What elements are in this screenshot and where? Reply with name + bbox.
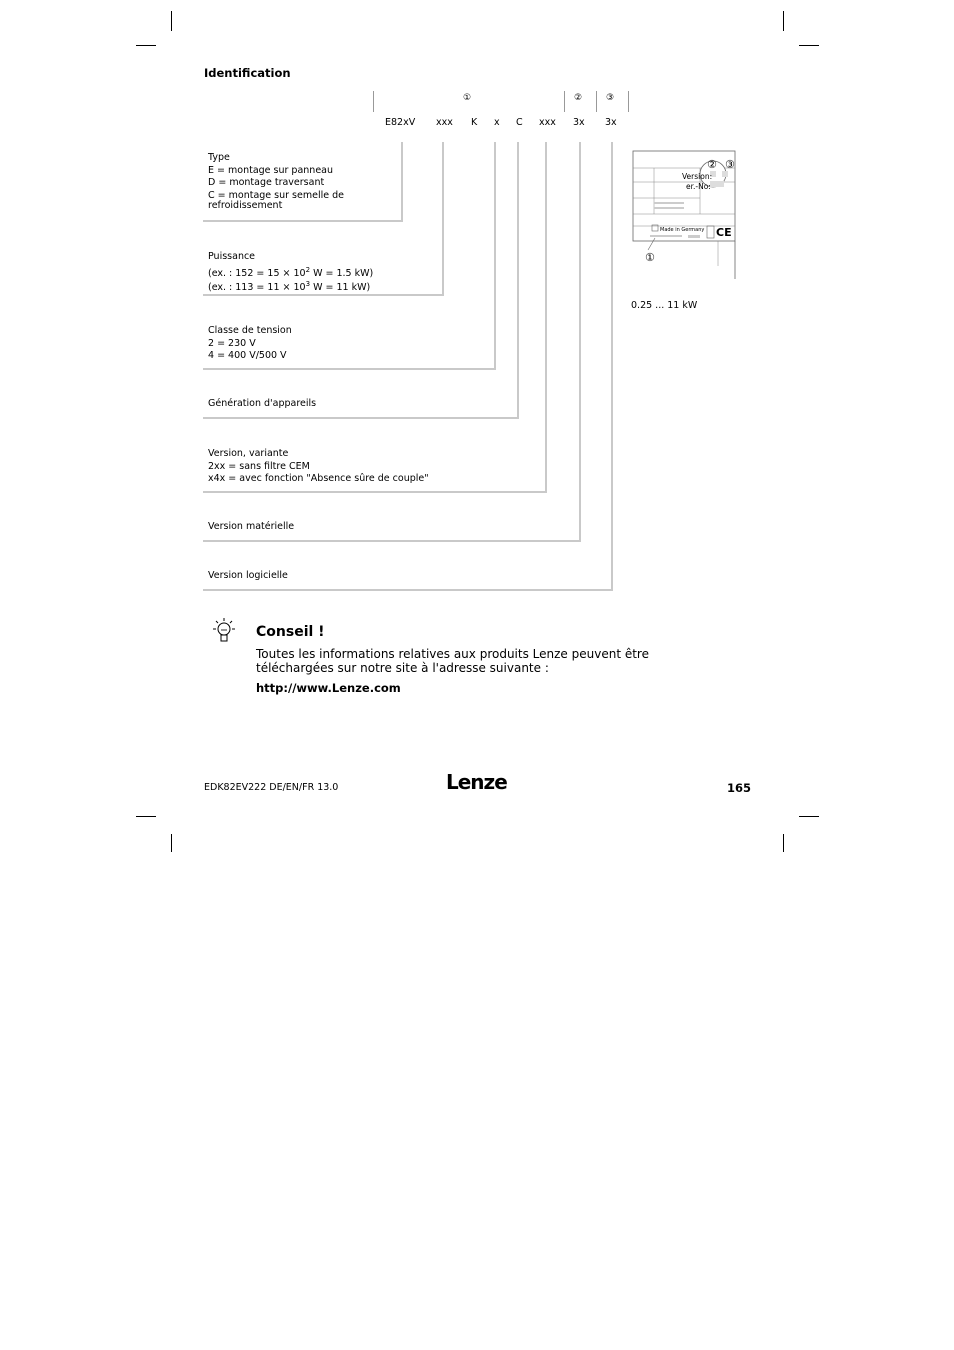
crop-mark bbox=[171, 834, 172, 852]
tip-link[interactable]: http://www.Lenze.com bbox=[256, 681, 401, 695]
nameplate-serial: er.-No: bbox=[686, 182, 711, 191]
lenze-logo: Lenze bbox=[446, 770, 507, 794]
ce-mark-icon: CE bbox=[716, 226, 732, 239]
crop-mark bbox=[171, 11, 172, 31]
marker-1: ① bbox=[463, 93, 472, 103]
code-part: xxx bbox=[436, 117, 453, 128]
code-part: K bbox=[471, 117, 478, 128]
code-part: 3x bbox=[605, 117, 617, 128]
code-part: 3x bbox=[573, 117, 585, 128]
nameplate-marker-2: ② bbox=[707, 158, 717, 171]
software-text: Version logicielle bbox=[208, 570, 288, 581]
marker-2: ② bbox=[574, 93, 583, 103]
code-separator bbox=[564, 91, 565, 112]
footer-doc-id: EDK82EV222 DE/EN/FR 13.0 bbox=[204, 782, 339, 793]
section-title: Identification bbox=[204, 66, 291, 80]
voltage-text: Classe de tension 2 = 230 V 4 = 400 V/500 V bbox=[208, 325, 292, 361]
crop-mark bbox=[136, 45, 156, 46]
crop-mark bbox=[799, 45, 819, 46]
power-range: 0.25 ... 11 kW bbox=[631, 300, 698, 311]
nameplate-version: Version: bbox=[682, 172, 713, 181]
crop-mark bbox=[783, 834, 784, 852]
code-part: E82xV bbox=[385, 117, 416, 128]
tip-title: Conseil ! bbox=[256, 624, 325, 640]
nameplate-marker-1: ① bbox=[645, 251, 655, 264]
generation-text: Génération d'appareils bbox=[208, 398, 317, 409]
variant-text: Version, variante 2xx = sans filtre CEM x4x = avec fonction "Absence sûre de couple" bbox=[208, 448, 429, 484]
crop-mark bbox=[783, 11, 784, 31]
code-separator bbox=[596, 91, 597, 112]
hardware-text: Version matérielle bbox=[208, 521, 295, 532]
page-number: 165 bbox=[727, 781, 752, 795]
crop-mark bbox=[136, 816, 156, 817]
type-text: Type E = montage sur panneau D = montage traversant C = montage sur semelle de refroidissement bbox=[208, 152, 344, 211]
code-part: x bbox=[494, 117, 500, 128]
nameplate-marker-3: ③ bbox=[725, 158, 735, 171]
tip-text: Toutes les informations relatives aux produits Lenze peuvent être téléchargées sur notre site à l'adresse suivante : bbox=[256, 647, 649, 675]
code-part: xxx bbox=[539, 117, 556, 128]
code-separator bbox=[628, 91, 629, 112]
code-separator bbox=[373, 91, 374, 112]
power-text: Puissance (ex. : $152 = 15 \times 10^2$ W = 1.5 kW) (ex. : $113 = 11 \times 10^3$ W = 11 kW) bbox=[208, 251, 374, 294]
marker-3: ③ bbox=[606, 93, 615, 103]
crop-mark bbox=[799, 816, 819, 817]
code-part: C bbox=[516, 117, 523, 128]
nameplate-made-in: Made in Germany bbox=[660, 227, 705, 233]
lightbulb-icon bbox=[210, 616, 238, 646]
